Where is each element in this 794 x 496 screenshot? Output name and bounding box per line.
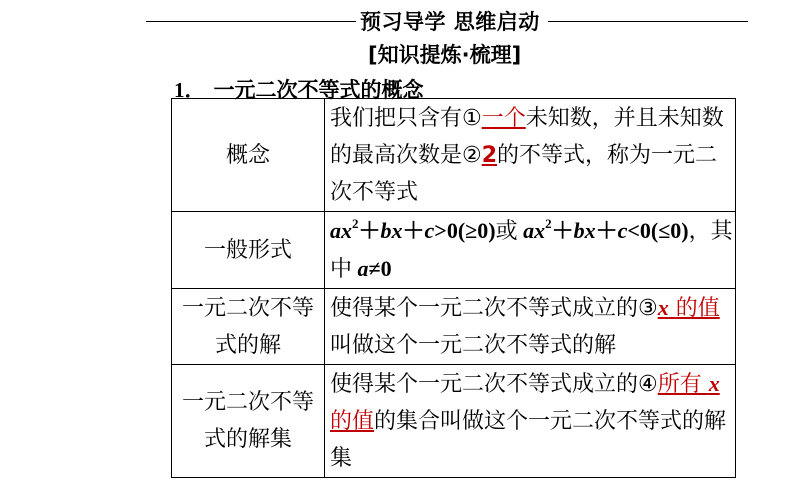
answer-blank: 一个 — [481, 105, 526, 131]
header-rule-right — [548, 21, 748, 22]
row-content — [325, 99, 736, 212]
table-row — [172, 289, 736, 365]
row-label: 一元二次不等式的解集 — [172, 365, 325, 478]
subtitle: [知识提炼·梳理] — [368, 43, 522, 67]
section-number: 1． — [174, 78, 206, 102]
text: 我们把只含有① — [330, 105, 482, 131]
table-row — [172, 99, 736, 212]
row-content — [325, 289, 736, 365]
row-label: 一元二次不等式的解 — [172, 289, 325, 365]
row-content — [325, 365, 736, 478]
answer-blank: 2 — [481, 142, 498, 168]
row-label: 概念 — [172, 99, 325, 212]
row-content — [325, 212, 736, 289]
section-title: 一元二次不等式的概念 — [213, 78, 424, 102]
row-label: 一般形式 — [172, 212, 325, 289]
table-row — [172, 212, 736, 289]
text: 使得某个一元二次不等式成立的④ — [330, 372, 658, 397]
text: 的集合叫做这个一元二次不等式的解集 — [330, 409, 727, 471]
text: 的不等式，称为一元二次不等式 — [330, 142, 718, 205]
general-form-formula: $ax^2+bx+c>0(\ge 0)$或 $ax^2+bx+c<0(\le 0)$，其中 a≠0 — [330, 216, 733, 282]
text: 叫做这个一元二次不等式的解 — [330, 333, 617, 358]
section-header — [0, 6, 794, 34]
table-row — [172, 365, 736, 478]
header-rule-left — [146, 21, 356, 22]
answer-blank: 所有 x 的值 — [330, 371, 720, 434]
text: 未知数，并且未知数的最高次数是② — [330, 105, 724, 168]
answer-blank: x 的值 — [657, 295, 720, 321]
concept-table — [171, 98, 736, 478]
header-title: 预习导学 思维启动 — [360, 10, 540, 34]
text: 使得某个一元二次不等式成立的③ — [330, 296, 658, 321]
